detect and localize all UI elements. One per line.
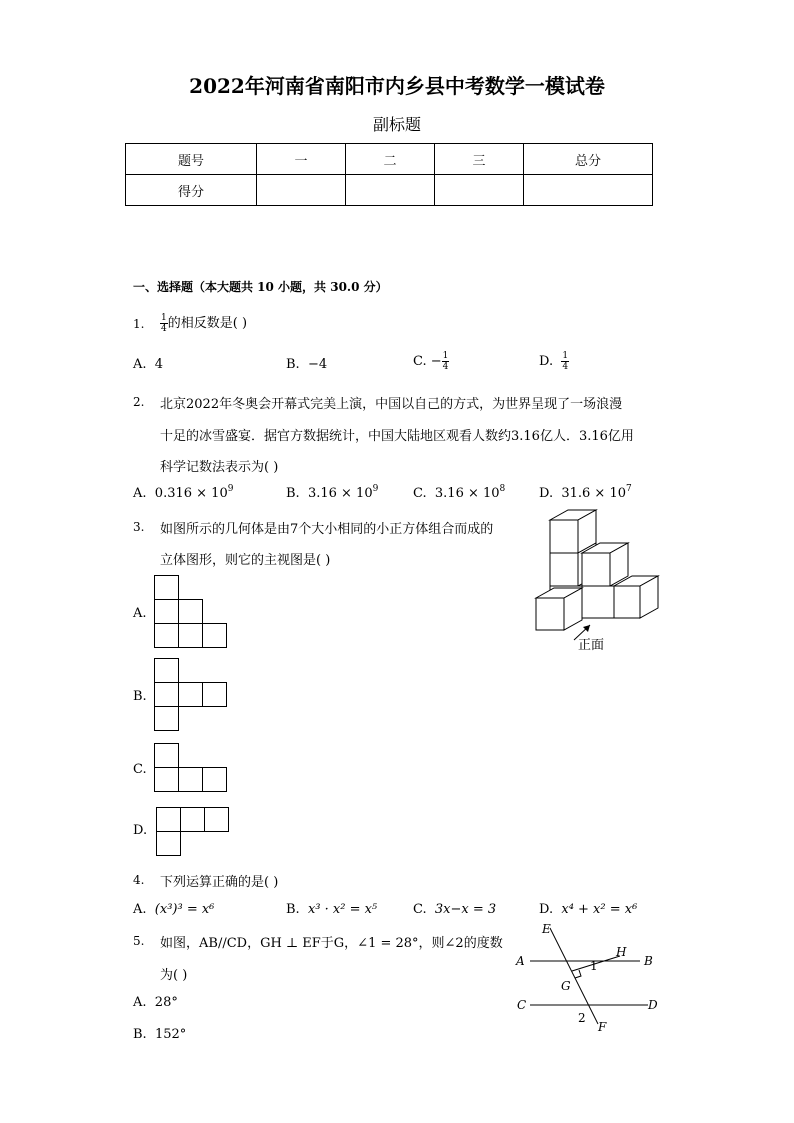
score-cell[interactable]	[524, 175, 653, 206]
option-a[interactable]: A. (x³)³ = x⁶	[133, 902, 215, 917]
option-d[interactable]: D.	[133, 823, 148, 838]
option-b[interactable]: B.	[133, 689, 147, 704]
score-header-cell: 一	[257, 144, 346, 175]
question-3-line: 如图所示的几何体是由7个大小相同的小正方体组合而成的	[160, 522, 494, 537]
option-b[interactable]: B. −4	[286, 357, 328, 372]
option-d[interactable]: D. $31.6 \times 10^7$	[539, 484, 632, 501]
question-number: 5.	[133, 934, 145, 948]
section-heading: 一、选择题（本大题共 10 小题，共 30.0 分）	[133, 280, 388, 294]
label-a: A	[516, 954, 525, 968]
parallel-lines-figure	[510, 920, 670, 1040]
figure-label: 正面	[578, 638, 605, 653]
question-number: 2.	[133, 395, 145, 409]
label-f: F	[598, 1020, 607, 1034]
question-number: 4.	[133, 873, 145, 887]
question-4-stem: 下列运算正确的是( )	[160, 875, 279, 890]
label-c: C	[517, 998, 527, 1012]
question-2-line: 北京2022年冬奥会开幕式完美上演，中国以自己的方式，为世界呈现了一场浪漫	[160, 397, 623, 412]
question-1-stem: $\frac{1}{4}$ 的相反数是( )	[161, 313, 248, 334]
score-header-cell: 三	[435, 144, 524, 175]
option-a[interactable]: A. 28°	[133, 995, 178, 1010]
option-d[interactable]: D. $\frac{1}{4}$	[539, 351, 569, 372]
option-c-grid	[154, 743, 229, 793]
fraction: $\frac{1}{4}$	[161, 313, 167, 334]
label-h: H	[616, 945, 627, 959]
option-d[interactable]: D. x⁴ + x² = x⁶	[539, 902, 638, 917]
score-cell[interactable]	[346, 175, 435, 206]
label-b: B	[644, 954, 653, 968]
score-table	[125, 143, 653, 206]
option-c[interactable]: C.	[133, 762, 147, 777]
option-a[interactable]: A. $0.316 \times 10^9$	[133, 484, 234, 501]
question-5-line: 为( )	[160, 968, 188, 983]
label-g: G	[561, 979, 571, 993]
option-b[interactable]: B. x³ · x² = x⁵	[286, 902, 378, 917]
option-c[interactable]: C. $3.16 \times 10^8$	[413, 484, 506, 501]
option-a-grid	[154, 575, 229, 650]
score-cell[interactable]	[435, 175, 524, 206]
option-b-grid	[154, 658, 229, 733]
angle-2-label: 2	[578, 1011, 586, 1025]
option-a[interactable]: A. 4	[133, 357, 164, 372]
option-c[interactable]: C. 3x−x = 3	[413, 902, 497, 917]
question-number: 1.	[133, 317, 145, 331]
option-c[interactable]: C. − $\frac{1}{4}$	[413, 351, 449, 372]
option-d-grid	[156, 807, 231, 857]
question-2-line: 十足的冰雪盛宴．据官方数据统计，中国大陆地区观看人数约3.16亿人．3.16亿用	[160, 429, 634, 444]
question-3-line: 立体图形，则它的主视图是( )	[160, 553, 331, 568]
label-e: E	[542, 922, 551, 936]
score-header-cell: 二	[346, 144, 435, 175]
option-b[interactable]: B. $3.16 \times 10^9$	[286, 484, 379, 501]
page-title: 2022年河南省南阳市内乡县中考数学一模试卷	[189, 74, 605, 98]
score-table-header-row	[126, 144, 653, 175]
score-table-row	[126, 175, 653, 206]
cube-figure	[530, 508, 660, 653]
score-row-label: 得分	[126, 175, 257, 206]
question-2-line: 科学记数法表示为( )	[160, 460, 279, 475]
option-b[interactable]: B. 152°	[133, 1027, 187, 1042]
score-header-cell: 总分	[524, 144, 653, 175]
page-subtitle: 副标题	[372, 115, 421, 134]
question-5-line: 如图，AB//CD，GH ⊥ EF于G，∠1 = 28°，则∠2的度数	[160, 936, 503, 951]
option-a[interactable]: A.	[133, 606, 147, 621]
question-number: 3.	[133, 520, 145, 534]
score-cell[interactable]	[257, 175, 346, 206]
label-d: D	[648, 998, 658, 1012]
angle-1-label: 1	[590, 959, 598, 973]
score-header-cell: 题号	[126, 144, 257, 175]
